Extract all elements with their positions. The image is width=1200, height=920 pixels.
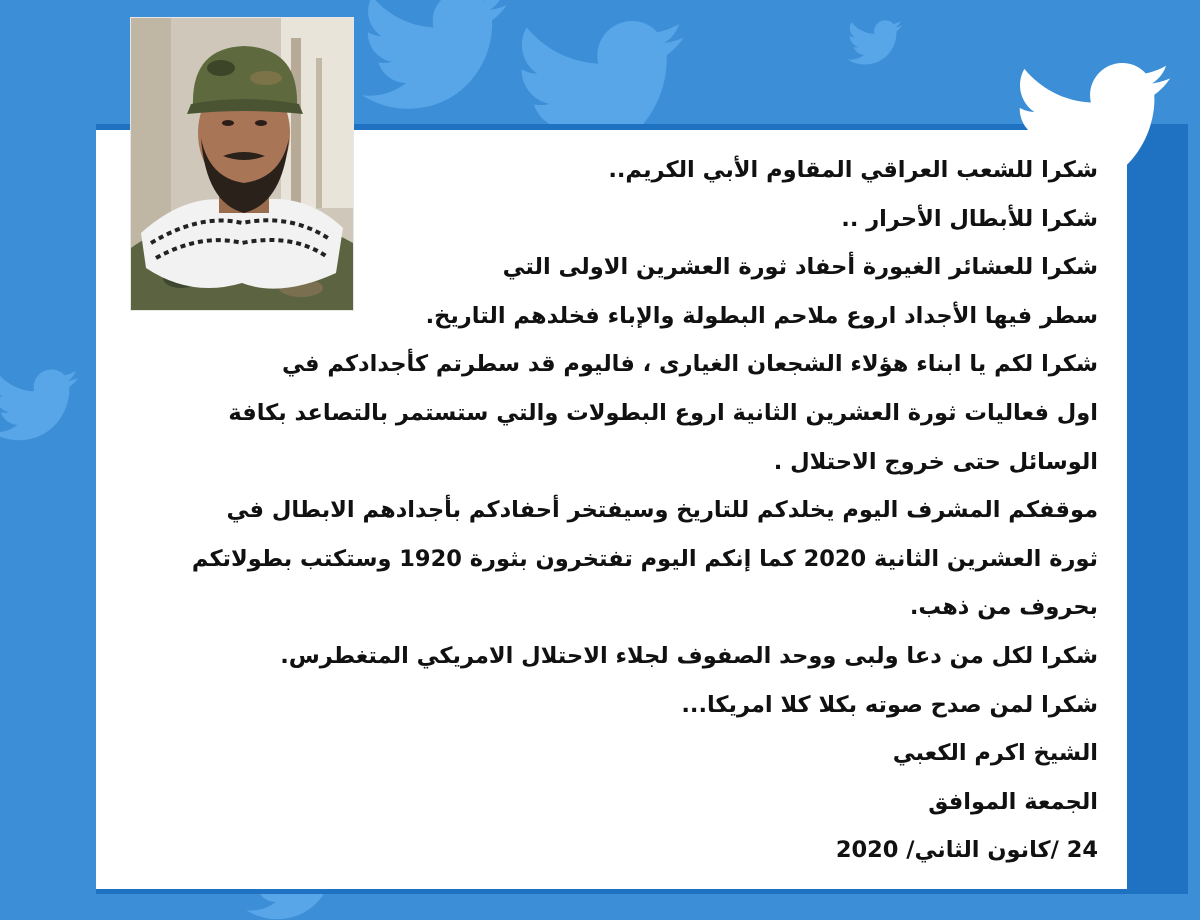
message-line: شكرا لكل من دعا ولبى ووحد الصفوف لجلاء الاحتلال الامريكي المتغطرس.	[280, 642, 1098, 669]
message-line: شكرا لمن صدح صوته بكلا كلا امريكا...	[681, 691, 1098, 718]
message-line: شكرا للعشائر الغيورة أحفاد ثورة العشرين الاولى التي	[502, 254, 1098, 281]
message-line: بحروف من ذهب.	[909, 594, 1098, 621]
message-body	[138, 146, 1098, 875]
background-bird-icon	[0, 330, 80, 480]
message-line: الوسائل حتى خروج الاحتلال .	[773, 448, 1098, 475]
message-line: ثورة العشرين الثانية 2020 كما إنكم اليوم تفتخرون بثورة 1920 وستكتب بطولاتكم	[191, 545, 1098, 572]
background-bird-icon	[360, 0, 510, 110]
signature-name: الشيخ اكرم الكعبي	[892, 740, 1098, 767]
message-line: اول فعاليات ثورة العشرين الثانية اروع البطولات والتي ستستمر بالتصاعد بكافة	[228, 399, 1098, 426]
message-line: سطر فيها الأجداد اروع ملاحم البطولة والإباء فخلدهم التاريخ.	[425, 302, 1098, 329]
message-line: شكرا للشعب العراقي المقاوم الأبي الكريم..	[608, 157, 1098, 183]
message-line: شكرا لكم يا ابناء هؤلاء الشجعان الغيارى ، فاليوم قد سطرتم كأجدادكم في	[282, 351, 1098, 378]
date-label: الجمعة الموافق	[928, 788, 1098, 815]
date-value: 24 /كانون الثاني/ 2020	[835, 837, 1098, 864]
message-line: موقفكم المشرف اليوم يخلدكم للتاريخ وسيفتخر أحفادكم بأجدادهم الابطال في	[226, 497, 1098, 524]
background-bird-icon	[845, 20, 905, 65]
message-line: شكرا للأبطال الأحرار ..	[841, 205, 1098, 232]
